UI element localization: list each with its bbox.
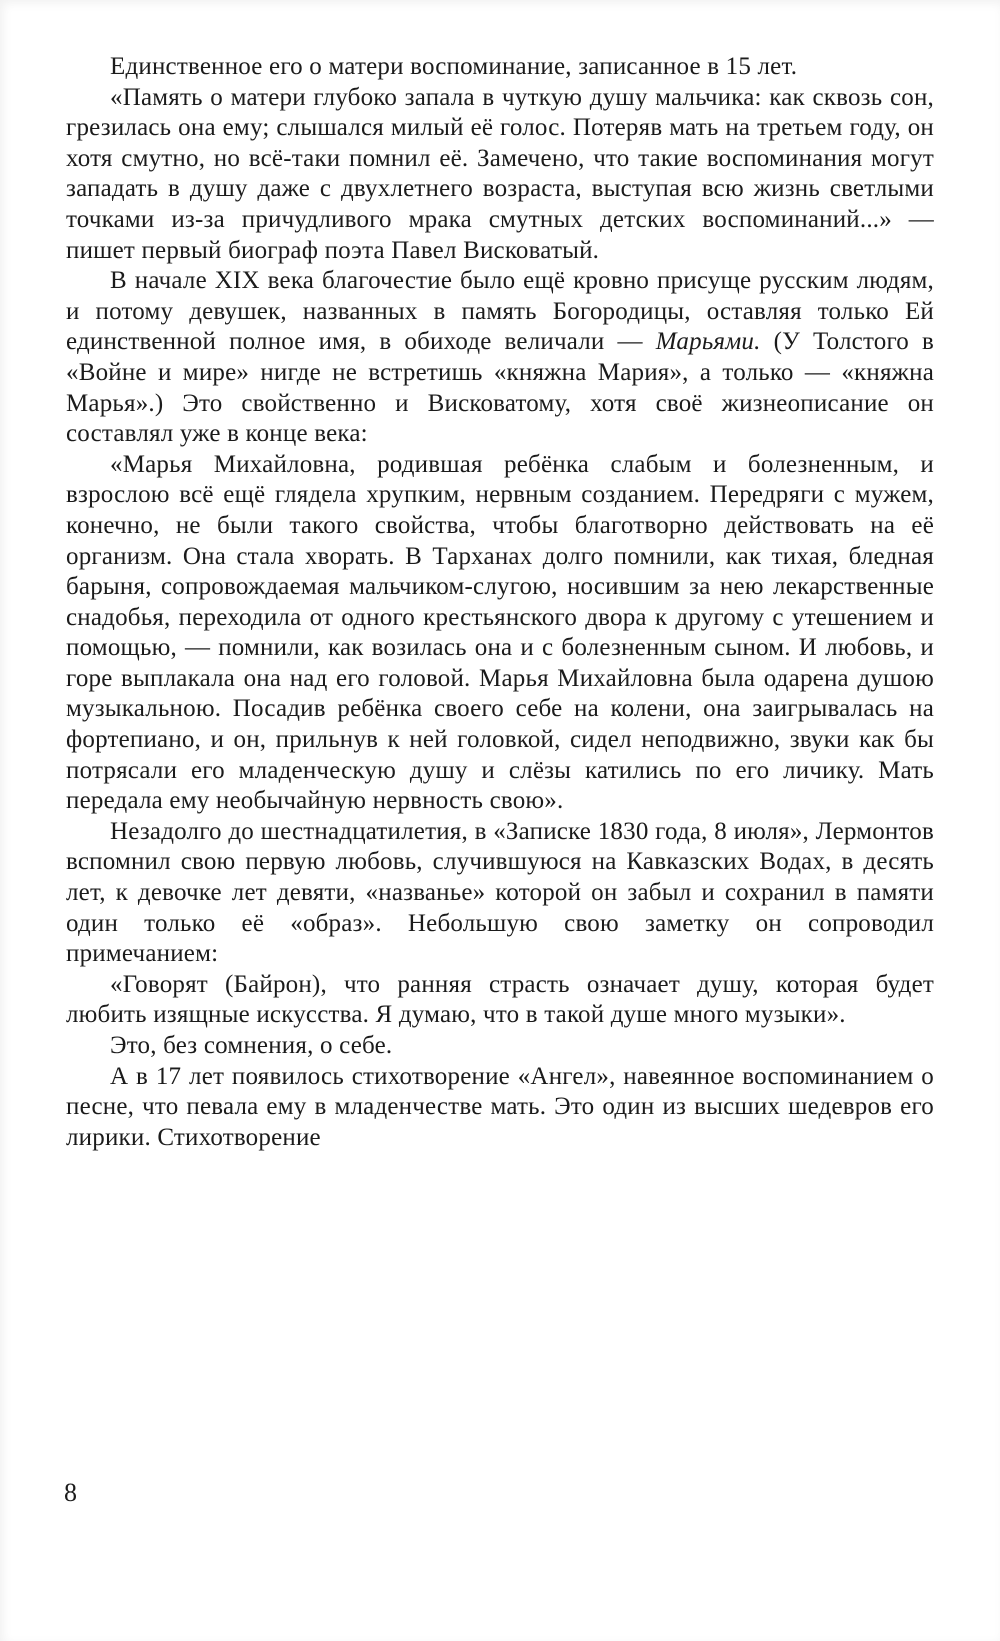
page-text — [66, 52, 934, 1153]
paragraph-maryami-pre: В начале XIX века благочестие было ещё кровно присуще русским людям, и потому девушек, названных в память Богородицы, оставляя только Ей единственной полное имя, в обиходе величали — — [66, 267, 934, 356]
paragraph-memory-note: Единственное его о матери воспоминание, записанное в 15 лет. — [110, 53, 798, 80]
paragraph-about-self: Это, без сомнения, о себе. — [110, 1032, 393, 1059]
paragraph-maryami-post: (У Толстого в «Войне и мире» нигде не встретишь «княжна Мария», а только — «княжна Марья».) Это свойственно и Висковатому, хотя своё жизнеописание он составлял уже в конце века: — [66, 328, 934, 448]
paragraph-byron-quote: «Говорят (Байрон), что ранняя страсть означает душу, которая будет любить изящные искусства. Я думаю, что в такой душе много музыки». — [66, 970, 934, 1029]
paragraph-zapiska-1830: Незадолго до шестнадцатилетия, в «Записке 1830 года, 8 июля», Лермонтов вспомнил свою первую любовь, случившуюся на Кавказских Водах, в десять лет, к девочке лет девяти, «названье» которой он забыл и сохранил в памяти один только её «образ». Небольшую свою заметку он сопроводил примечанием: — [66, 817, 934, 968]
page-number: 8 — [64, 1478, 77, 1507]
paragraph-viskovaty-quote: «Память о матери глубоко запала в чуткую душу мальчика: как сквозь сон, грезилась она ему; слышался милый её голос. Потеряв мать на третьем году, он хотя смутно, но всё-таки помнил её. Замечено, что такие воспоминания могут западать в душу даже с двухлетнего возраста, выступая всю жизнь светлыми точками из-за причудливого мрака смутных детских воспоминаний...» — пишет первый биограф поэта Павел Висковатый. — [66, 83, 934, 264]
paragraph-angel-poem: А в 17 лет появилось стихотворение «Ангел», навеянное воспоминанием о песне, что певала ему в младенчестве мать. Это один из высших шедевров его лирики. Стихотворение — [66, 1062, 934, 1151]
paragraph-maryami-italic: Марьями. — [655, 328, 761, 356]
paragraph-maryami — [66, 266, 934, 450]
paragraph-marya-mikhailovna: «Марья Михайловна, родившая ребёнка слабым и болезненным, и взрослою всё ещё глядела хрупким, нервным созданием. Передряги с мужем, конечно, не были такого свойства, чтобы благотворно действовать на её организм. Она стала хворать. В Тарханах долго помнили, как тихая, бледная барыня, сопровождаемая мальчиком-слугою, носившим за нею лекарственные снадобья, переходила от одного крестьянского двора к другому с утешением и помощью, — помнили, как возилась она и с болезненным сыном. И любовь, и горе выплакала она над его головой. Марья Михайловна была одарена душою музыкальною. Посадив ребёнка своего себе на колени, она заигрывалась на фортепиано, и он, прильнув к ней головкой, сидел неподвижно, звуки как бы потрясали его младенческую душу и слёзы катились по его личику. Мать передала ему необычайную нервность свою». — [66, 450, 934, 815]
